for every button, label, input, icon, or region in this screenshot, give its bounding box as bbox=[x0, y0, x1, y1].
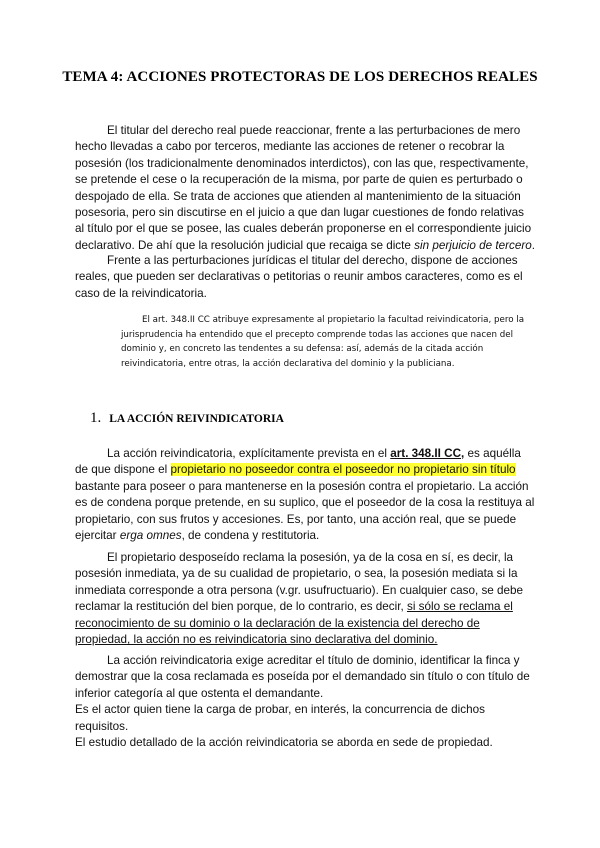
paragraph-text: La acción reivindicatoria exige acreditar el título de dominio, identificar la finca y demostrar que la cosa reclamada es poseída por el demandado sin título o con título de inferior categoría al que ostenta el demandante. bbox=[75, 654, 530, 700]
paragraph-interdictos bbox=[75, 123, 535, 254]
paragraph-text: es aquélla de que dispone el bbox=[75, 447, 521, 477]
paragraph-text: El propietario desposeído reclama la posesión, ya de la cosa en sí, es decir, la posesión inmediata, ya de su cualidad de propietario, o sea, la posesión mediata si la inmediata corresponde a otra persona (v.gr. usufructuario). En cualquier caso, se debe reclamar la restitución del bien porque, de lo contrario, es decir, bbox=[75, 551, 524, 614]
underlined-text: si sólo se reclama el reconocimiento de su dominio o la declaración de la existencia del derecho de propiedad, la acción no es reivindicatoria sino declarativa del dominio. bbox=[75, 600, 513, 647]
section-heading bbox=[90, 409, 284, 427]
italic-phrase: erga omnes bbox=[119, 529, 182, 543]
quote-block: El art. 348.II CC atribuye expresamente al propietario la facultad reivindicatoria, pero la jurisprudencia ha entendido que el precepto comprende todas las acciones que nacen del dominio y, en concreto las tendentes a su defensa: así, además de la citada acción reivindicatoria, entre otras, la acción declarativa del dominio y la publiciana. bbox=[121, 315, 525, 369]
article-reference: art. 348.II CC, bbox=[390, 447, 465, 460]
paragraph-end: . bbox=[531, 238, 535, 252]
paragraph-text: , de condena y restitutoria. bbox=[181, 529, 320, 543]
section-number: 1. bbox=[90, 410, 102, 426]
italic-phrase: sin perjuicio de tercero bbox=[414, 238, 532, 252]
paragraph-requisitos bbox=[75, 653, 535, 751]
paragraph-text: bastante para poseer o para mantenerse en la posesión contra el propietario. La acción es de condena porque pretende, en su suplico, que el poseedor de la cosa la restituya al propietario, con sus frutos y accesiones. Es, por tanto, una acción real, que se puede ejercitar bbox=[75, 479, 535, 543]
paragraph-text: La acción reivindicatoria, explícitamente prevista en el bbox=[107, 447, 391, 460]
paragraph-propietario-desposeido bbox=[75, 550, 535, 648]
paragraph-text: El estudio detallado de la acción reivindicatoria se aborda en sede de propiedad. bbox=[75, 736, 493, 750]
highlighted-text: propietario no poseedor contra el poseedor no propietario sin título bbox=[170, 463, 516, 477]
paragraph-text: El titular del derecho real puede reaccionar, frente a las perturbaciones de mero hecho llevadas a cabo por terceros, mediante las acciones de retener o recobrar la posesión (los tradicionalmente denominados interdictos), con las que, respectivamente, se pretende el cese o la recuperación de la misma, por parte de quien es perturbado o despojado de ella. Se trata de acciones que atienden al mantenimiento de la situación posesoria, pero sin discutirse en el juicio a que dan lugar cuestiones de fondo relativas al título por el que se posee, las cuales deberán proponerse en el correspondiente juicio declarativo. De ahí que la resolución judicial que recaiga se dicte bbox=[75, 124, 532, 252]
paragraph-text: Es el actor quien tiene la carga de probar, en interés, la concurrencia de dichos requisitos. bbox=[75, 703, 485, 733]
paragraph-perturbaciones-juridicas: Frente a las perturbaciones jurídicas el titular del derecho, dispone de acciones reales, que pueden ser declarativas o petitorias o reunir ambos caracteres, como es el caso de la reivindicatoria. bbox=[75, 254, 523, 300]
paragraph-accion-reivindicatoria bbox=[75, 446, 535, 544]
section-title: LA ACCIÓN REIVINDICATORIA bbox=[109, 413, 284, 425]
page-title: TEMA 4: ACCIONES PROTECTORAS DE LOS DERECHOS REALES bbox=[62, 69, 538, 85]
